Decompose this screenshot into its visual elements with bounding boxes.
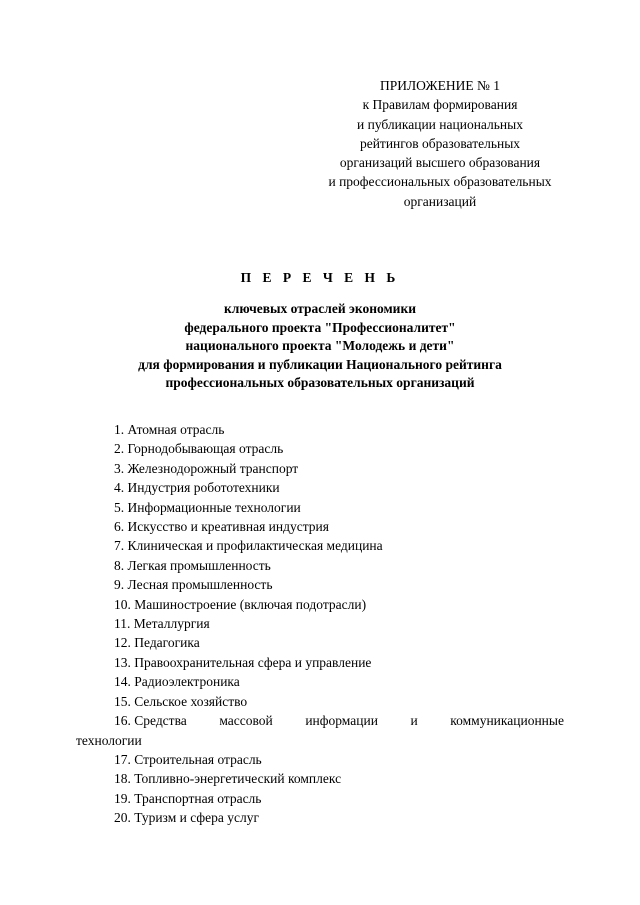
list-item-16-word: и — [410, 713, 418, 729]
list-item: 11. Металлургия — [114, 616, 210, 632]
subheading-line: национального проекта "Молодежь и дети" — [185, 338, 455, 354]
subheading-line: ключевых отраслей экономики — [223, 301, 417, 316]
list-item: 12. Педагогика — [114, 635, 200, 651]
list-item-16-word: коммуникационные — [450, 713, 564, 729]
appendix-line: организаций — [403, 193, 477, 209]
list-item: 6. Искусство и креативная индустрия — [114, 519, 329, 535]
list-item-16-word: 16. Средства — [114, 713, 187, 729]
list-item: 14. Радиоэлектроника — [114, 674, 240, 690]
list-item-16 — [76, 711, 564, 730]
subheading-line: для формирования и публикации Национального рейтинга — [138, 356, 502, 372]
list-item: 19. Транспортная отрасль — [114, 790, 262, 806]
appendix-block — [300, 76, 580, 211]
document-heading: П Е Р Е Ч Е Н Ь — [240, 270, 400, 285]
subheading-line: профессиональных образовательных организаций — [165, 375, 475, 391]
appendix-line: организаций высшего образования — [339, 155, 541, 171]
list-item: 9. Лесная промышленность — [114, 577, 273, 593]
list-item-16-word: информации — [305, 713, 378, 729]
list-item: 15. Сельское хозяйство — [114, 693, 248, 709]
list-item-16-continuation: технологии — [76, 732, 142, 748]
industry-list — [76, 420, 564, 828]
appendix-line: и профессиональных образовательных — [328, 174, 552, 190]
list-item: 3. Железнодорожный транспорт — [114, 460, 299, 476]
list-item: 4. Индустрия робототехники — [114, 480, 280, 496]
list-item-16-word: массовой — [219, 713, 273, 729]
list-item: 7. Клиническая и профилактическая медицина — [114, 538, 383, 554]
appendix-line: к Правилам формирования — [362, 97, 518, 113]
list-item: 1. Атомная отрасль — [114, 422, 225, 437]
list-item: 17. Строительная отрасль — [114, 751, 262, 767]
list-item: 5. Информационные технологии — [114, 499, 301, 515]
list-item: 18. Топливно-энергетический комплекс — [114, 771, 342, 787]
appendix-line: и публикации национальных — [357, 116, 523, 132]
list-item: 10. Машиностроение (включая подотрасли) — [114, 596, 367, 612]
list-item: 20. Туризм и сфера услуг — [114, 810, 259, 826]
list-item: 8. Легкая промышленность — [114, 557, 271, 573]
list-item: 2. Горнодобывающая отрасль — [114, 441, 284, 457]
list-item: 13. Правоохранительная сфера и управление — [114, 654, 372, 670]
appendix-line: рейтингов образовательных — [359, 135, 521, 151]
appendix-title: ПРИЛОЖЕНИЕ № 1 — [379, 78, 501, 93]
document-subheading — [0, 300, 640, 393]
subheading-line: федерального проекта "Профессионалитет" — [184, 319, 456, 335]
